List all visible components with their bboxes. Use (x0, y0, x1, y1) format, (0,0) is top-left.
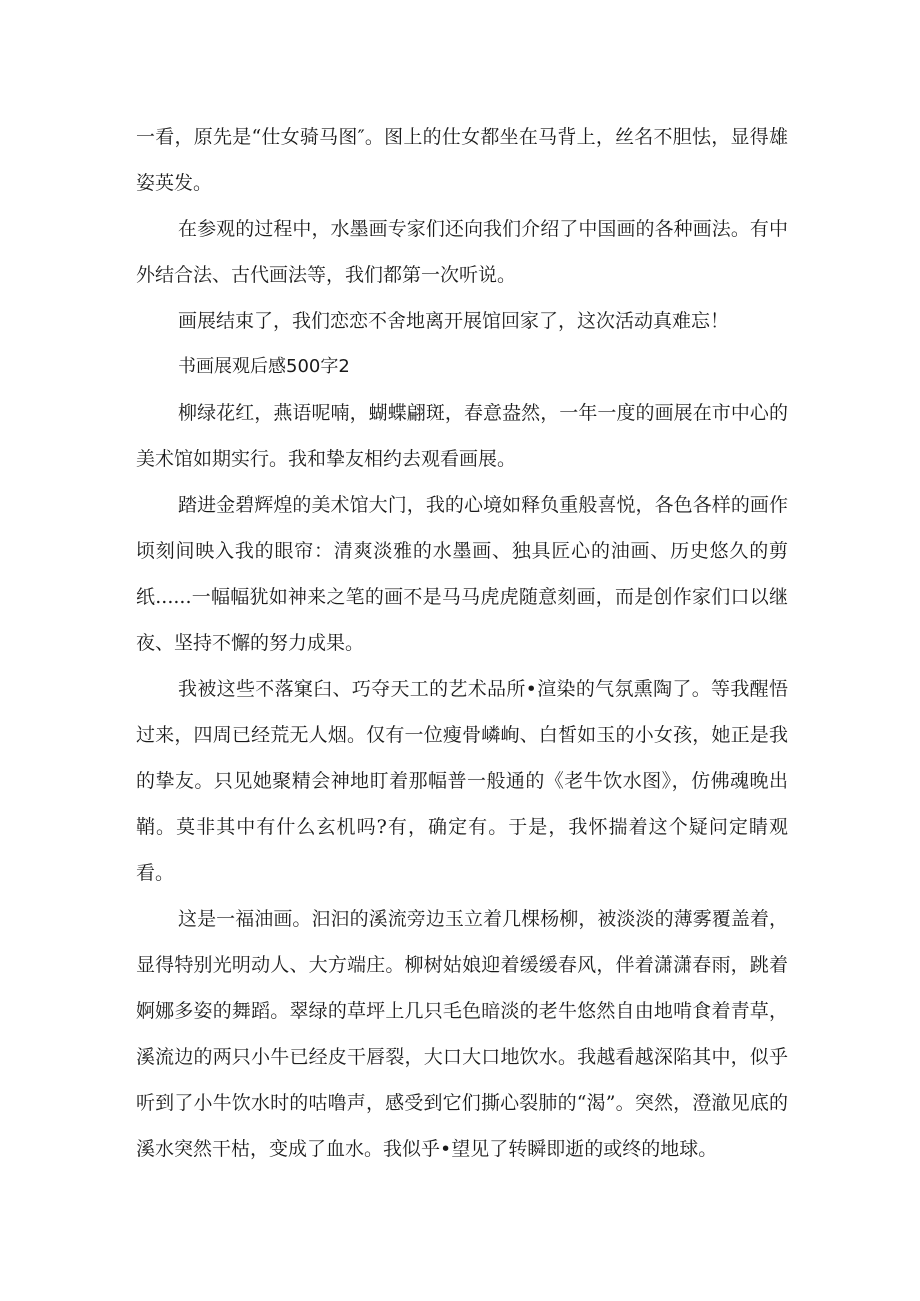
paragraph-oil-painting: 这是一福油画。汩汩的溪流旁边玉立着几棵杨柳，被淡淡的薄雾覆盖着，显得特别光明动人、大方端庄。柳树姑娘迎着缓缓春风，伴着潇潇春雨，跳着婀娜多姿的舞蹈。翠绿的草坪上几只毛色暗淡的老牛悠然自由地啃食着青草，溪流边的两只小牛已经皮干唇裂，大口大口地饮水。我越看越深陷其中，似乎听到了小牛饮水时的咕噜声，感受到它们撕心裂肺的“渴”。突然，澄澈见底的溪水突然干枯，变成了血水。我似乎•望见了转瞬即逝的或终的地球。 (136, 908, 788, 1160)
paragraph-continued: 一看，原先是“仕女骑马图″。图上的仕女都坐在马背上，丝名不胆怯，显得雄姿英发。 (136, 126, 788, 194)
document-body (136, 114, 788, 1172)
paragraph-spring-intro: 柳绿花红，燕语呢喃，蝴蝶翩斑，春意盎然，一年一度的画展在市中心的美术馆如期实行。我和挚友相约去观看画展。 (136, 402, 788, 470)
section-heading: 书画展观后感500字2 (178, 356, 350, 377)
paragraph-painting-methods: 在参观的过程中，水墨画专家们还向我们介绍了中国画的各种画法。有中外结合法、古代画法等，我们都第一次听说。 (136, 218, 788, 286)
paragraph-entering-museum: 踏进金碧辉煌的美术馆大门，我的心境如释负重般喜悦，各色各样的画作顷刻间映入我的眼帘：清爽淡雅的水墨画、独具匠心的油画、历史悠久的剪纸......一幅幅犹如神来之笔的画不是马马虎虎随意刻画，而是创作家们口以继夜、坚持不懈的努力成果。 (136, 494, 788, 654)
paragraph-friend: 我被这些不落窠臼、巧夺天工的艺术品所•渲染的气氛熏陶了。等我醒悟过来，四周已经荒无人烟。仅有一位瘦骨嶙峋、白皙如玉的小女孩，她正是我的挚友。只见她聚精会神地盯着那幅普一般通的《老牛饮水图》，仿佛魂晚出鞘。莫非其中有什么玄机吗?有，确定有。于是，我怀揣着这个疑问定睛观看。 (136, 678, 788, 884)
paragraph-exhibition-end: 画展结束了，我们恋恋不舍地离开展馆回家了，这次活动真难忘！ (178, 310, 730, 332)
